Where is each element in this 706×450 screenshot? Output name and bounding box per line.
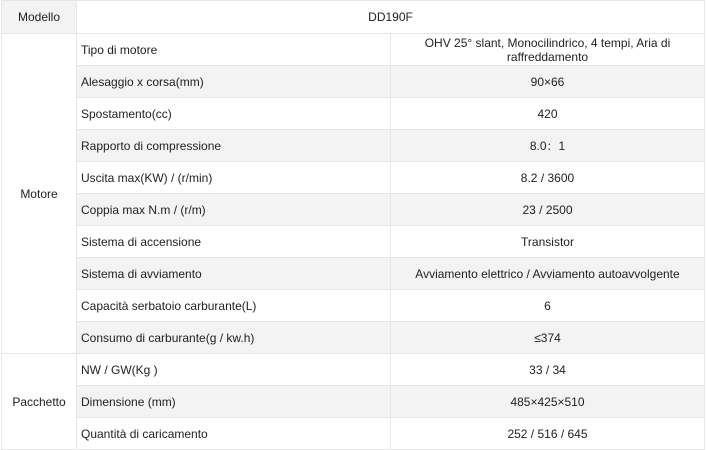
model-value: DD190F — [77, 1, 705, 34]
spec-value: 8.0：1 — [391, 130, 705, 162]
table-row — [2, 194, 705, 226]
spec-value: 252 / 516 / 645 — [391, 418, 705, 450]
spec-value: 90×66 — [391, 66, 705, 98]
spec-value: 33 / 34 — [391, 354, 705, 386]
spec-label: Rapporto di compressione — [77, 130, 391, 162]
spec-value: 485×425×510 — [391, 386, 705, 418]
spec-value: 420 — [391, 98, 705, 130]
table-row — [2, 130, 705, 162]
model-row — [2, 1, 705, 34]
table-row — [2, 66, 705, 98]
group-label-motore: Motore — [2, 34, 77, 354]
group-label-pacchetto: Pacchetto — [2, 354, 77, 450]
spec-value: 6 — [391, 290, 705, 322]
spec-label: Sistema di accensione — [77, 226, 391, 258]
spec-label: Coppia max N.m / (r/m) — [77, 194, 391, 226]
spec-label: Capacità serbatoio carburante(L) — [77, 290, 391, 322]
table-row — [2, 418, 705, 450]
spec-label: Spostamento(cc) — [77, 98, 391, 130]
spec-label: Consumo di carburante(g / kw.h) — [77, 322, 391, 354]
table-row — [2, 226, 705, 258]
spec-table — [1, 0, 705, 450]
spec-label: Uscita max(KW) / (r/min) — [77, 162, 391, 194]
spec-value: 23 / 2500 — [391, 194, 705, 226]
table-row — [2, 34, 705, 66]
table-row — [2, 258, 705, 290]
spec-label: Alesaggio x corsa(mm) — [77, 66, 391, 98]
spec-label: Quantità di caricamento — [77, 418, 391, 450]
spec-label: Sistema di avviamento — [77, 258, 391, 290]
spec-value: Transistor — [391, 226, 705, 258]
spec-label: Dimensione (mm) — [77, 386, 391, 418]
table-row — [2, 386, 705, 418]
spec-value: OHV 25° slant, Monocilindrico, 4 tempi, Aria di raffreddamento — [391, 34, 705, 66]
table-row — [2, 354, 705, 386]
table-row — [2, 322, 705, 354]
table-row — [2, 98, 705, 130]
spec-value: Avviamento elettrico / Avviamento autoavvolgente — [391, 258, 705, 290]
spec-label: Tipo di motore — [77, 34, 391, 66]
model-label: Modello — [2, 1, 77, 34]
table-row — [2, 162, 705, 194]
spec-value: ≤374 — [391, 322, 705, 354]
spec-value: 8.2 / 3600 — [391, 162, 705, 194]
table-row — [2, 290, 705, 322]
spec-label: NW / GW(Kg ) — [77, 354, 391, 386]
